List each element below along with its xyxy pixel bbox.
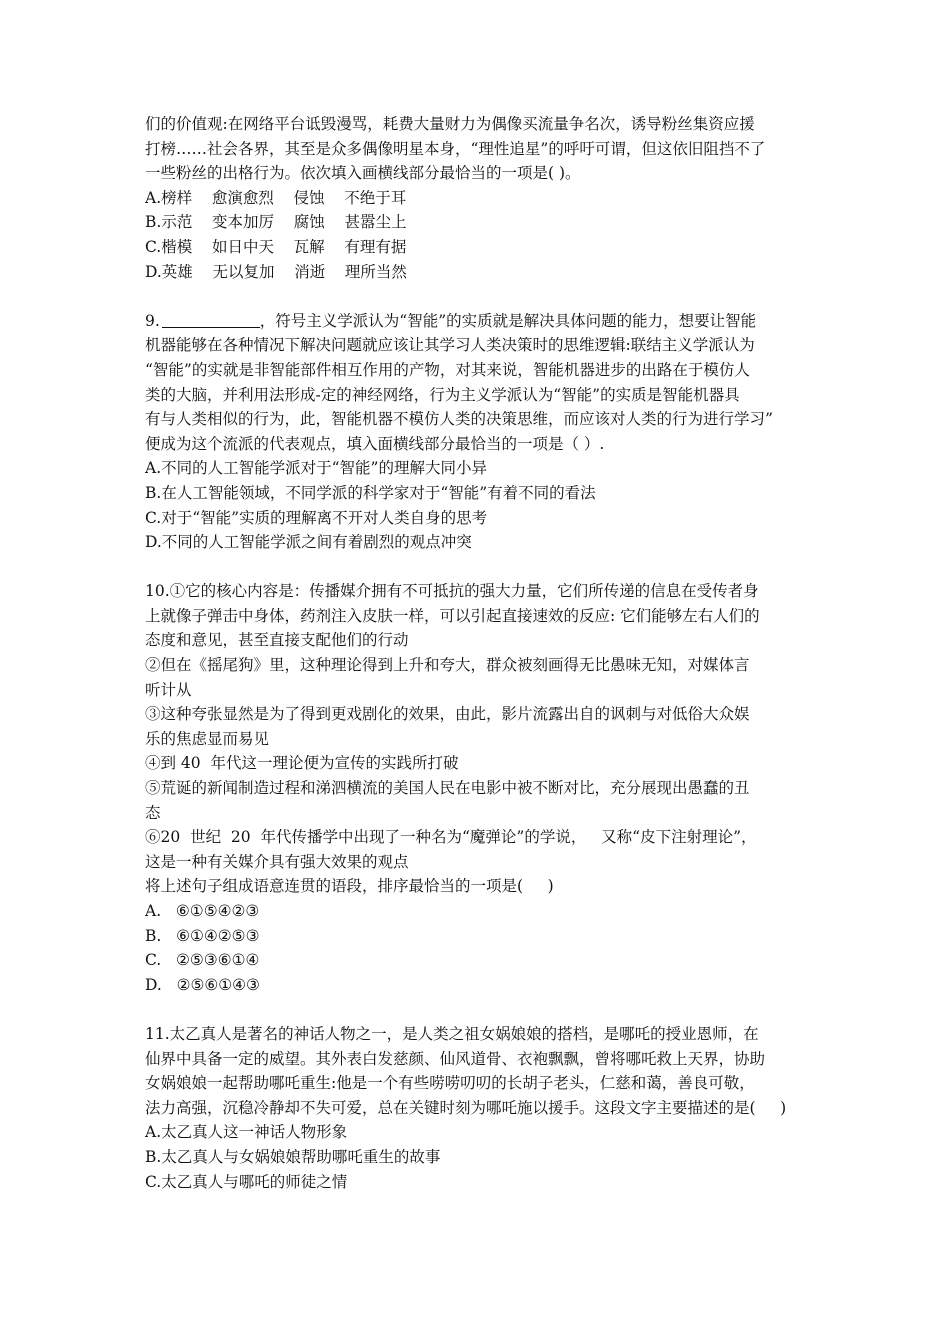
question-text-line: ④到 40 年代这一理论便为宣传的实践所打破 xyxy=(145,754,459,773)
question-text-line: 打榜……社会各界，其至是众多偶像明星本身，“理性追星”的呼吁可谓，但这依旧阻挡不了 xyxy=(145,139,766,158)
question-text-line: 有与人类相似的行为，此，智能机器不模仿人类的决策思维，而应该对人类的行为进行学习” xyxy=(145,410,773,429)
question-text-line: 一些粉丝的出格行为。依次填入画横线部分最恰当的一项是( )。 xyxy=(145,164,581,183)
question-text-line: 这是一种有关媒介具有强大效果的观点 xyxy=(145,852,409,871)
question-text-line: 女娲娘娘一起帮助哪吒重生:他是一个有些唠唠叨叨的长胡子老头，仁慈和蔼，善良可敬， xyxy=(145,1074,755,1093)
option-b: B.在人工智能领域，不同学派的科学家对于“智能”有着不同的看法 xyxy=(145,483,596,502)
option-a: A.不同的人工智能学派对于“智能”的理解大同小异 xyxy=(145,459,487,478)
option-d: D. ②⑤⑥①④③ xyxy=(145,975,260,994)
question-text-line: 上就像子弹击中身体，药剂注入皮肤一样，可以引起直接速效的反应: 它们能够左右人们的 xyxy=(145,606,760,625)
question-text: ，符号主义学派认为“智能”的实质就是解决具体问题的能力，想要让智能 xyxy=(259,311,757,330)
question-text-line: 乐的焦虑显而易见 xyxy=(145,729,270,748)
question-text-line: 听计从 xyxy=(145,680,192,699)
question-number: 9. xyxy=(145,311,160,330)
question-text-line: 10.①它的核心内容是：传播媒介拥有不可抵抗的强大力量，它们所传递的信息在受传者身 xyxy=(145,582,759,601)
question-text-line: 们的价值观:在网络平台诋毁漫骂，耗费大量财力为偶像买流量争名次，诱导粉丝集资应援 xyxy=(145,115,755,133)
option-c: C.太乙真人与哪吒的师徒之情 xyxy=(145,1172,348,1191)
question-text-line: 将上述句子组成语意连贯的语段，排序最恰当的一项是( ) xyxy=(145,877,554,896)
question-11 xyxy=(145,1022,817,1194)
question-text-line: ③这种夸张显然是为了得到更戏剧化的效果，由此，影片流露出自的讽刺与对低俗大众娱 xyxy=(145,705,750,724)
document-page xyxy=(145,112,817,1194)
option-a: A. ⑥①⑤④②③ xyxy=(145,902,260,920)
fill-blank xyxy=(162,310,260,328)
question-text-line: 11.太乙真人是著名的神话人物之一，是人类之祖女娲娘娘的搭档，是哪吒的授业恩师，在 xyxy=(145,1024,759,1043)
option-c: C.对于“智能”实质的理解离不开对人类自身的思考 xyxy=(145,508,488,527)
option-a: A.太乙真人这一神话人物形象 xyxy=(145,1123,348,1142)
option-b: B. ⑥①④②⑤③ xyxy=(145,926,260,945)
question-10 xyxy=(145,579,817,997)
option-c: C.楷模 如日中天 瓦解 有理有据 xyxy=(145,237,407,256)
question-text-line: 法力高强，沉稳冷静却不失可爱，总在关键时刻为哪吒施以援手。这段文字主要描述的是( ) xyxy=(145,1098,787,1117)
option-b: B.示范 变本加厉 腐蚀 甚嚣尘上 xyxy=(145,213,407,232)
question-9 xyxy=(145,309,817,555)
question-text-line: 类的大脑，并利用法形成-定的神经网络，行为主义学派认为“智能”的实质是智能机器具 xyxy=(145,385,740,404)
spacer xyxy=(145,284,817,309)
spacer xyxy=(145,997,817,1022)
question-text-line: ⑤荒诞的新闻制造过程和涕泗横流的美国人民在电影中被不断对比，充分展现出愚蠢的丑 xyxy=(145,779,750,798)
option-d: D.英雄 无以复加 消逝 理所当然 xyxy=(145,262,407,281)
spacer xyxy=(145,555,817,580)
question-text-line: 仙界中具备一定的威望。其外表白发慈颜、仙风道骨、衣袍飘飘，曾将哪吒救上天界，协助 xyxy=(145,1049,766,1068)
question-text-line: 态度和意见，甚至直接支配他们的行动 xyxy=(145,631,409,650)
option-a: A.榜样 愈演愈烈 侵蚀 不绝于耳 xyxy=(145,188,407,207)
question-text-line: ②但在《摇尾狗》里，这种理论得到上升和夸大，群众被刻画得无比愚味无知，对媒体言 xyxy=(145,656,750,675)
option-d: D.不同的人工智能学派之间有着剧烈的观点冲突 xyxy=(145,533,472,552)
question-text-line: 机器能够在各种情况下解决问题就应该让其学习人类决策时的思维逻辑:联结主义学派认为 xyxy=(145,336,755,355)
option-c: C. ②⑤③⑥①④ xyxy=(145,951,260,970)
question-8 xyxy=(145,112,817,284)
question-text-line: “智能”的实就是非智能部件相互作用的产物，对其来说，智能机器进步的出路在于模仿人 xyxy=(145,360,750,379)
question-text-line xyxy=(145,309,817,334)
question-text-line: 便成为这个流派的代表观点，填入面横线部分最恰当的一项是（ ）. xyxy=(145,434,605,453)
option-b: B.太乙真人与女娲娘娘帮助哪吒重生的故事 xyxy=(145,1147,441,1166)
question-text-line: ⑥20 世纪 20 年代传播学中出现了一种名为“魔弹论”的学说， 又称“皮下注射理论”， xyxy=(145,828,757,847)
question-text-line: 态 xyxy=(145,803,161,822)
